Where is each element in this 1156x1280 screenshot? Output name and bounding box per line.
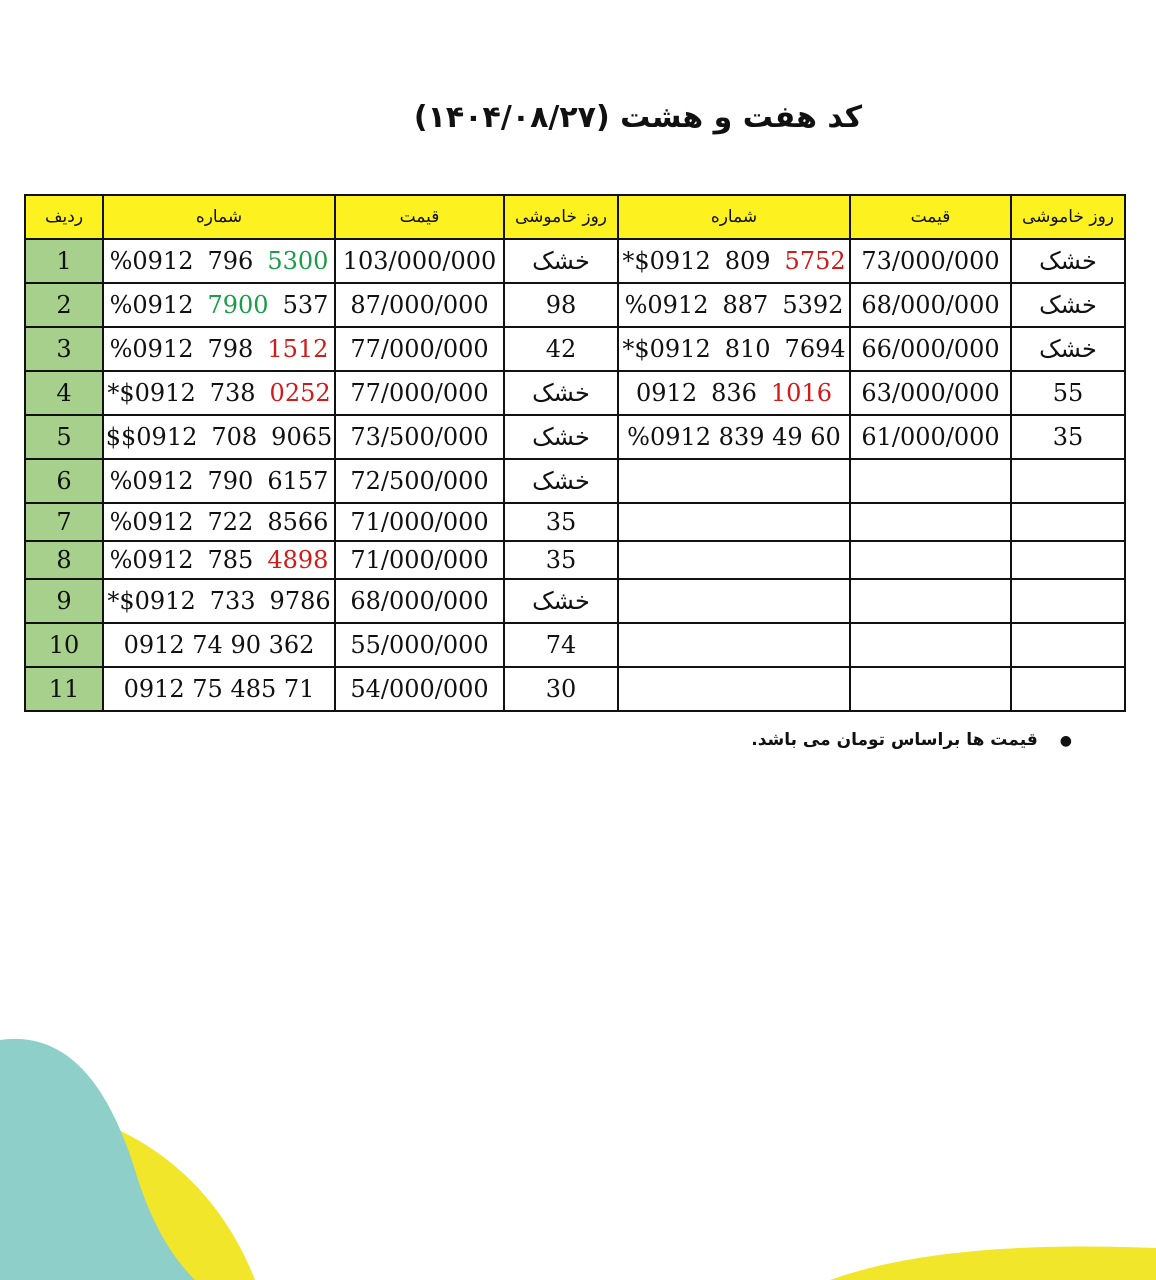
header-number: شماره <box>103 195 335 239</box>
silence-cell-right <box>1011 283 1125 327</box>
price-note <box>751 730 1072 750</box>
table-row <box>25 667 1125 711</box>
table-row <box>25 371 1125 415</box>
number-cell <box>103 415 335 459</box>
silence-cell <box>504 459 618 503</box>
price-cell-text: 73/500/000 <box>350 423 489 451</box>
silence-cell-text: 30 <box>545 675 577 703</box>
price-cell-text: 71/000/000 <box>350 546 489 574</box>
phone-number-text: 0912 74 90 362 <box>123 631 315 659</box>
number-cell <box>103 667 335 711</box>
number-cell-right <box>618 503 850 541</box>
phone-prefix: *$0912 <box>107 587 196 615</box>
number-cell <box>103 541 335 579</box>
phone-middle: 810 <box>724 335 771 363</box>
silence-cell-text: 98 <box>545 291 577 319</box>
price-cell-text: 55/000/000 <box>350 631 489 659</box>
silence-cell-text: خشک <box>532 247 590 275</box>
price-cell-right <box>850 579 1011 623</box>
silence-cell-right <box>1011 459 1125 503</box>
phone-prefix: 0912 <box>636 379 698 407</box>
phone-middle: 785 <box>207 546 254 574</box>
number-cell-right <box>618 579 850 623</box>
number-cell <box>103 503 335 541</box>
phone-number <box>110 546 329 574</box>
phone-prefix: *$0912 <box>622 335 711 363</box>
phone-number <box>110 335 329 363</box>
table-row <box>25 541 1125 579</box>
silence-cell-right <box>1011 327 1125 371</box>
phone-last: 9065 <box>271 423 333 451</box>
price-cell <box>335 239 504 283</box>
number-cell-right <box>618 667 850 711</box>
price-cell <box>335 459 504 503</box>
silence-cell-text: 35 <box>545 546 577 574</box>
number-cell-right <box>618 327 850 371</box>
phone-last: 1016 <box>770 379 832 407</box>
number-cell-right <box>618 459 850 503</box>
price-cell-right <box>850 327 1011 371</box>
number-cell-right <box>618 283 850 327</box>
phone-last: 537 <box>282 291 329 319</box>
price-cell-right-text: 61/000/000 <box>861 423 1000 451</box>
silence-cell-right-text: 55 <box>1052 379 1084 407</box>
index-cell <box>25 579 103 623</box>
phone-middle: 708 <box>211 423 258 451</box>
price-table <box>24 194 1126 712</box>
table-row <box>25 415 1125 459</box>
table-header-row <box>25 195 1125 239</box>
number-cell-right <box>618 623 850 667</box>
silence-cell-text: خشک <box>532 423 590 451</box>
phone-last: 1512 <box>267 335 329 363</box>
price-cell-text: 54/000/000 <box>350 675 489 703</box>
phone-last: 9786 <box>269 587 331 615</box>
phone-prefix: %0912 <box>109 546 194 574</box>
silence-cell-text: خشک <box>532 467 590 495</box>
silence-cell <box>504 327 618 371</box>
phone-middle: 722 <box>207 508 254 536</box>
price-cell <box>335 541 504 579</box>
header-silence-2: روز خاموشی <box>1011 195 1125 239</box>
silence-cell <box>504 541 618 579</box>
number-cell <box>103 327 335 371</box>
phone-prefix: %0912 <box>109 467 194 495</box>
price-cell-right <box>850 667 1011 711</box>
number-cell <box>103 283 335 327</box>
phone-middle: 790 <box>207 467 254 495</box>
price-cell <box>335 503 504 541</box>
phone-number <box>107 587 330 615</box>
number-cell <box>103 459 335 503</box>
index-cell <box>25 459 103 503</box>
silence-cell-text: خشک <box>532 587 590 615</box>
price-cell-right-text: 68/000/000 <box>861 291 1000 319</box>
phone-number <box>124 675 315 703</box>
table-row <box>25 503 1125 541</box>
index-cell <box>25 415 103 459</box>
silence-cell <box>504 667 618 711</box>
price-cell-text: 72/500/000 <box>350 467 489 495</box>
price-cell-right-text: 73/000/000 <box>861 247 1000 275</box>
index-cell-text: 5 <box>56 423 72 451</box>
price-cell-text: 71/000/000 <box>350 508 489 536</box>
phone-middle: 887 <box>722 291 769 319</box>
phone-prefix: %0912 <box>109 508 194 536</box>
price-cell-text: 87/000/000 <box>350 291 489 319</box>
phone-prefix: %0912 <box>109 335 194 363</box>
table-row <box>25 623 1125 667</box>
table-row <box>25 239 1125 283</box>
table-row <box>25 283 1125 327</box>
silence-cell <box>504 579 618 623</box>
price-cell <box>335 579 504 623</box>
phone-prefix: *$0912 <box>107 379 196 407</box>
price-cell-right <box>850 415 1011 459</box>
price-cell-right <box>850 239 1011 283</box>
number-cell-right <box>618 541 850 579</box>
silence-cell-text: 42 <box>545 335 577 363</box>
phone-prefix: %0912 <box>109 247 194 275</box>
table-row <box>25 579 1125 623</box>
table-row <box>25 459 1125 503</box>
phone-number <box>110 508 329 536</box>
phone-number <box>124 631 315 659</box>
phone-number <box>622 247 845 275</box>
index-cell-text: 11 <box>48 675 80 703</box>
silence-cell-right-text: 35 <box>1052 423 1084 451</box>
silence-cell-right <box>1011 667 1125 711</box>
price-cell <box>335 371 504 415</box>
index-cell <box>25 371 103 415</box>
phone-last: 4898 <box>267 546 329 574</box>
phone-number <box>627 423 841 451</box>
phone-prefix: %0912 <box>624 291 709 319</box>
number-cell-right <box>618 415 850 459</box>
silence-cell-right <box>1011 623 1125 667</box>
phone-number <box>636 379 832 407</box>
silence-cell-right-text: خشک <box>1039 335 1097 363</box>
silence-cell-right <box>1011 239 1125 283</box>
price-cell-right <box>850 503 1011 541</box>
silence-cell-right <box>1011 503 1125 541</box>
index-cell-text: 6 <box>56 467 72 495</box>
price-cell-right <box>850 371 1011 415</box>
header-price-2: قیمت <box>850 195 1011 239</box>
phone-last: 5300 <box>267 247 329 275</box>
phone-last: 0252 <box>269 379 331 407</box>
header-silence: روز خاموشی <box>504 195 618 239</box>
phone-number-text: 0912 75 485 71 <box>123 675 315 703</box>
phone-middle: 836 <box>711 379 757 407</box>
phone-number-text: %0912 839 49 60 <box>627 423 841 451</box>
number-cell <box>103 371 335 415</box>
index-cell <box>25 239 103 283</box>
phone-number <box>106 423 333 451</box>
index-cell <box>25 623 103 667</box>
index-cell-text: 7 <box>56 508 72 536</box>
phone-prefix: *$0912 <box>622 247 711 275</box>
silence-cell-text: 74 <box>545 631 577 659</box>
silence-cell-right <box>1011 371 1125 415</box>
price-cell-right-text: 66/000/000 <box>861 335 1000 363</box>
yellow-corner-shape <box>830 1247 1156 1280</box>
phone-last: 6157 <box>267 467 329 495</box>
silence-cell <box>504 623 618 667</box>
silence-cell <box>504 371 618 415</box>
price-cell <box>335 283 504 327</box>
table-row <box>25 327 1125 371</box>
index-cell <box>25 283 103 327</box>
price-cell <box>335 415 504 459</box>
phone-prefix: $$0912 <box>105 423 198 451</box>
bullet-icon: ● <box>1059 733 1072 749</box>
price-cell <box>335 623 504 667</box>
header-index: ردیف <box>25 195 103 239</box>
phone-last: 5392 <box>782 291 844 319</box>
silence-cell-right-text: خشک <box>1039 247 1097 275</box>
index-cell-text: 10 <box>48 631 80 659</box>
index-cell <box>25 327 103 371</box>
number-cell <box>103 239 335 283</box>
phone-middle: 733 <box>209 587 256 615</box>
number-cell-right <box>618 371 850 415</box>
silence-cell-text: 35 <box>545 508 577 536</box>
price-cell-right <box>850 459 1011 503</box>
phone-last: 7694 <box>784 335 846 363</box>
index-cell <box>25 541 103 579</box>
phone-number <box>625 291 844 319</box>
number-cell <box>103 579 335 623</box>
price-cell-right-text: 63/000/000 <box>861 379 1000 407</box>
number-cell <box>103 623 335 667</box>
silence-cell-right <box>1011 579 1125 623</box>
phone-number <box>110 247 329 275</box>
silence-cell <box>504 503 618 541</box>
phone-number <box>107 379 330 407</box>
phone-last: 5752 <box>784 247 846 275</box>
phone-number <box>110 291 329 319</box>
phone-middle: 798 <box>207 335 254 363</box>
phone-middle: 7900 <box>207 291 269 319</box>
index-cell-text: 2 <box>56 291 72 319</box>
price-cell-right <box>850 283 1011 327</box>
silence-cell-text: خشک <box>532 379 590 407</box>
price-cell-text: 77/000/000 <box>350 335 489 363</box>
header-number-2: شماره <box>618 195 850 239</box>
price-cell-text: 103/000/000 <box>342 247 497 275</box>
index-cell <box>25 667 103 711</box>
index-cell-text: 1 <box>56 247 72 275</box>
note-text: قیمت ها براساس تومان می باشد. <box>751 730 1038 750</box>
index-cell-text: 3 <box>56 335 72 363</box>
phone-middle: 809 <box>724 247 771 275</box>
page-title: کد هفت و هشت (۱۴۰۴/۰۸/۲۷) <box>413 100 863 135</box>
number-cell-right <box>618 239 850 283</box>
price-cell <box>335 667 504 711</box>
phone-number <box>110 467 329 495</box>
index-cell-text: 4 <box>56 379 72 407</box>
price-cell <box>335 327 504 371</box>
phone-middle: 738 <box>209 379 256 407</box>
silence-cell-right-text: خشک <box>1039 291 1097 319</box>
price-cell-right <box>850 541 1011 579</box>
index-cell <box>25 503 103 541</box>
silence-cell <box>504 239 618 283</box>
silence-cell <box>504 415 618 459</box>
price-cell-text: 77/000/000 <box>350 379 489 407</box>
index-cell-text: 9 <box>56 587 72 615</box>
phone-last: 8566 <box>267 508 329 536</box>
phone-middle: 796 <box>207 247 254 275</box>
phone-prefix: %0912 <box>109 291 194 319</box>
index-cell-text: 8 <box>56 546 72 574</box>
price-cell-right <box>850 623 1011 667</box>
silence-cell <box>504 283 618 327</box>
silence-cell-right <box>1011 415 1125 459</box>
phone-number <box>622 335 845 363</box>
price-cell-text: 68/000/000 <box>350 587 489 615</box>
silence-cell-right <box>1011 541 1125 579</box>
header-price: قیمت <box>335 195 504 239</box>
